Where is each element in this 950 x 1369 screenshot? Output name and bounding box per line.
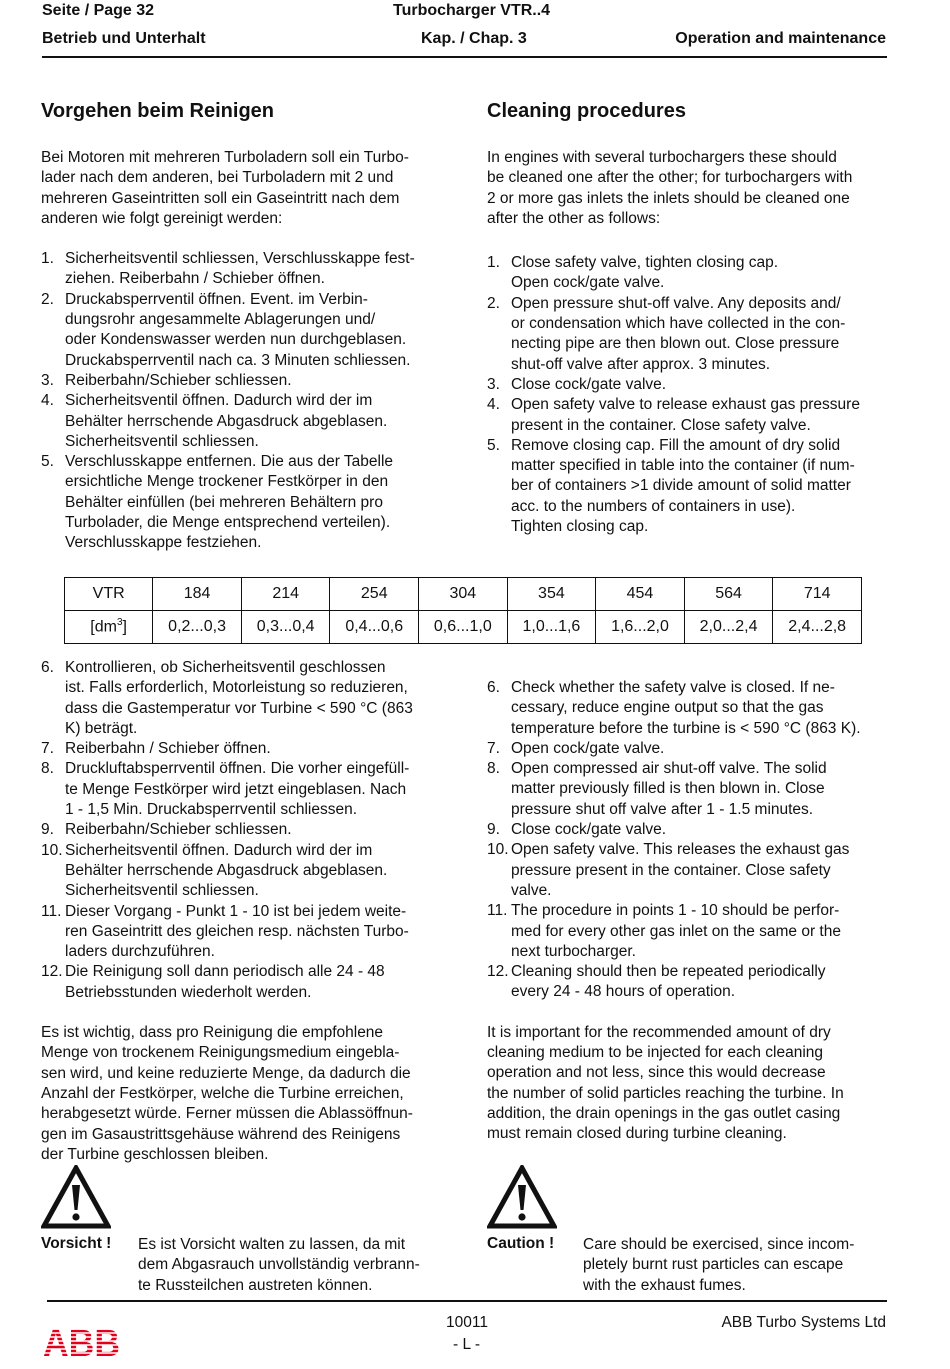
text-line: Open safety valve. This releases the exhaust gas xyxy=(511,841,850,859)
text-line: Turbolader, die Menge entsprechend verteilen). xyxy=(65,514,391,532)
english-bottom-column xyxy=(487,678,884,1145)
text-line: with the exhaust fumes. xyxy=(583,1276,746,1294)
unit-end: ] xyxy=(122,618,127,636)
german-bottom-column xyxy=(41,658,438,1165)
list-item-number: 5. xyxy=(41,453,54,471)
text-line: Reiberbahn/Schieber schliessen. xyxy=(65,371,292,389)
text-line: Reiberbahn/Schieber schliessen. xyxy=(65,821,292,839)
table-cell: 454 xyxy=(596,578,685,611)
text-line: The procedure in points 1 - 10 should be perfor- xyxy=(511,902,840,920)
list-item xyxy=(41,658,438,739)
text-line: Menge von trockenem Reinigungsmedium eingebla- xyxy=(41,1044,400,1062)
text-line: shut-off valve after approx. 3 minutes. xyxy=(511,355,771,373)
list-item-number: 2. xyxy=(41,290,54,308)
text-line: every 24 - 48 hours of operation. xyxy=(511,983,736,1001)
text-line: Sicherheitsventil schliessen. xyxy=(65,882,259,900)
text-line: ersichtliche Menge trockener Festkörper in den xyxy=(65,473,389,491)
title-en: Cleaning procedures xyxy=(487,100,686,122)
list-item-number: 6. xyxy=(487,679,500,696)
text-line: med for every other gas inlet on the same or the xyxy=(511,922,841,940)
english-note xyxy=(487,1023,884,1145)
list-item xyxy=(41,962,438,1003)
list-item xyxy=(487,436,884,537)
text-line: Druckluftabsperrventil öffnen. Die vorher eingefüll- xyxy=(65,760,410,778)
table-cell: 1,0...1,6 xyxy=(507,611,596,644)
table-cell: 714 xyxy=(773,578,862,611)
text-line: Reiberbahn / Schieber öffnen. xyxy=(65,740,271,758)
list-item xyxy=(41,249,438,290)
english-intro xyxy=(487,148,884,229)
text-line: Tighten closing cap. xyxy=(511,518,649,536)
product-title: Turbocharger VTR..4 xyxy=(393,2,551,19)
text-line: operation and not less, since this would decrease xyxy=(487,1064,826,1082)
text-line: cessary, reduce engine output so that the gas xyxy=(511,699,824,717)
list-item-number: 11. xyxy=(487,902,508,920)
cleaning-amount-table xyxy=(64,577,862,644)
text-line: dungsrohr angesammelte Ablagerungen und/ xyxy=(65,311,376,329)
table-cell: 0,2...0,3 xyxy=(153,611,242,644)
text-line: pressure shut off valve after 1 - 1.5 minutes. xyxy=(511,800,814,818)
list-item-number: 7. xyxy=(41,740,54,758)
table-cell: 1,6...2,0 xyxy=(596,611,685,644)
text-line: Kontrollieren, ob Sicherheitsventil geschlossen xyxy=(65,659,386,676)
list-item xyxy=(41,902,438,963)
text-line: Behälter herrschende Abgasdruck abgeblasen. xyxy=(65,861,388,879)
list-item xyxy=(487,901,884,962)
list-item xyxy=(41,759,438,820)
list-item xyxy=(41,841,438,902)
list-item xyxy=(487,820,884,840)
table-cell: VTR xyxy=(65,578,153,611)
text-line: mehreren Gaseintritten soll ein Gaseintritt nach dem xyxy=(41,189,400,207)
text-line: Behälter herrschende Abgasdruck abgeblasen. xyxy=(65,412,388,430)
german-steps-1-5 xyxy=(41,249,438,553)
text-line: Die Reinigung soll dann periodisch alle 24 - 48 xyxy=(65,963,385,981)
chapter-label: Kap. / Chap. 3 xyxy=(421,30,527,47)
text-line: Close safety valve, tighten closing cap. xyxy=(511,254,779,272)
caution-text-en xyxy=(583,1235,888,1296)
table-cell: 0,6...1,0 xyxy=(419,611,508,644)
text-line: matter specified in table into the container (if num- xyxy=(511,457,855,475)
list-item-number: 10. xyxy=(41,841,63,859)
list-item xyxy=(41,452,438,553)
text-line: gen im Gasaustrittsgehäuse während des Reinigens xyxy=(41,1125,401,1143)
abb-logo xyxy=(43,1325,121,1359)
text-line: Open cock/gate valve. xyxy=(511,739,665,757)
list-item-number: 9. xyxy=(41,821,54,839)
german-intro xyxy=(41,148,438,229)
caution-text-de xyxy=(138,1235,443,1296)
warning-triangle-icon xyxy=(487,1165,557,1229)
list-item-number: 2. xyxy=(487,294,500,312)
text-line: Verschlusskappe entfernen. Die aus der Tabelle xyxy=(65,453,394,471)
page-number-label: Seite / Page 32 xyxy=(42,2,155,19)
list-item-number: 4. xyxy=(41,392,54,410)
text-line: Anzahl der Festkörper, welche die Turbine erreichen, xyxy=(41,1084,404,1102)
english-steps-1-5 xyxy=(487,253,884,537)
text-line: Close cock/gate valve. xyxy=(511,821,667,839)
list-item-number: 4. xyxy=(487,396,500,414)
list-item-number: 12. xyxy=(487,963,509,981)
company-name: ABB Turbo Systems Ltd xyxy=(721,1314,886,1331)
text-line: or condensation which have collected in the con- xyxy=(511,315,846,333)
text-line: Cleaning should then be repeated periodically xyxy=(511,963,826,981)
text-line: cleaning medium to be injected for each cleaning xyxy=(487,1044,824,1062)
text-line: be cleaned one after the other; for turbochargers with xyxy=(487,169,853,187)
text-line: anderen wie folgt gereinigt werden: xyxy=(41,209,283,227)
text-line: Care should be exercised, since incom- xyxy=(583,1236,855,1253)
text-line: matter previously filled is then blown in. Close xyxy=(511,780,825,798)
list-item-number: 8. xyxy=(41,760,54,778)
table-row-vtr xyxy=(65,578,862,611)
text-line: Sicherheitsventil öffnen. Dadurch wird der im xyxy=(65,392,373,410)
text-line: 1 - 1,5 Min. Druckabsperrventil schliessen. xyxy=(65,801,358,819)
list-item xyxy=(487,375,884,395)
text-line: Open compressed air shut-off valve. The solid xyxy=(511,760,827,778)
unit-superscript: 3 xyxy=(116,617,123,629)
text-line: the number of solid particles reaching the turbine. In xyxy=(487,1084,844,1102)
text-line: sen wird, und keine reduzierte Menge, da dadurch die xyxy=(41,1064,411,1082)
list-item xyxy=(41,290,438,371)
text-line: Sicherheitsventil schliessen. xyxy=(65,432,259,450)
list-item xyxy=(487,678,884,739)
list-item-number: 10. xyxy=(487,841,509,859)
list-item-number: 8. xyxy=(487,760,500,778)
list-item-number: 11. xyxy=(41,902,62,920)
table-cell: 214 xyxy=(241,578,330,611)
caution-label-en: Caution ! xyxy=(487,1235,555,1252)
text-line: laders durchzuführen. xyxy=(65,943,215,961)
text-line: It is important for the recommended amount of dry xyxy=(487,1023,831,1041)
list-item xyxy=(487,840,884,901)
text-line: pletely burnt rust particles can escape xyxy=(583,1256,844,1274)
table-cell: 2,0...2,4 xyxy=(684,611,773,644)
text-line: dem Abgasrauch unvollständig verbrann- xyxy=(138,1256,420,1274)
english-top-column xyxy=(487,148,884,537)
german-note xyxy=(41,1023,438,1165)
text-line: Es ist wichtig, dass pro Reinigung die empfohlene xyxy=(41,1024,384,1042)
list-item xyxy=(41,739,438,759)
table-cell: 254 xyxy=(330,578,419,611)
text-line: te Menge Festkörper wird jetzt eingeblasen. Nach xyxy=(65,780,407,798)
text-line: Close cock/gate valve. xyxy=(511,375,667,393)
list-item xyxy=(41,820,438,840)
list-item xyxy=(41,391,438,452)
german-steps-6-12 xyxy=(41,658,438,1003)
list-item xyxy=(487,253,884,294)
table-cell: 184 xyxy=(153,578,242,611)
table-row-volume xyxy=(65,611,862,644)
text-line: Open safety valve to release exhaust gas pressure xyxy=(511,396,860,414)
text-line: Open cock/gate valve. xyxy=(511,274,665,292)
section-title-en: Operation and maintenance xyxy=(675,30,886,47)
table-cell: 0,3...0,4 xyxy=(241,611,330,644)
revision-label: - L - xyxy=(453,1336,480,1353)
text-line: dass die Gastemperatur vor Turbine < 590 °C (863 xyxy=(65,699,413,717)
list-item-number: 7. xyxy=(487,739,500,757)
text-line: Verschlusskappe festziehen. xyxy=(65,534,262,552)
text-line: Open pressure shut-off valve. Any deposits and/ xyxy=(511,294,841,312)
list-item-number: 6. xyxy=(41,659,54,676)
text-line: necting pipe are then blown out. Close pressure xyxy=(511,335,840,353)
text-line: oder Kondenswasser werden nun durchgeblasen. xyxy=(65,331,407,349)
text-line: Sicherheitsventil schliessen, Verschlusskappe fest- xyxy=(65,250,415,268)
title-de: Vorgehen beim Reinigen xyxy=(41,100,274,122)
text-line: Behälter einfüllen (bei mehreren Behältern pro xyxy=(65,493,383,511)
german-top-column xyxy=(41,148,438,554)
english-steps-6-12 xyxy=(487,678,884,1003)
table-cell: 564 xyxy=(684,578,773,611)
text-line: Druckabsperrventil öffnen. Event. im Verbin- xyxy=(65,290,368,308)
text-line: valve. xyxy=(511,881,552,899)
list-item xyxy=(487,962,884,1003)
list-item-number: 3. xyxy=(41,371,54,389)
list-item xyxy=(41,371,438,391)
text-line: next turbocharger. xyxy=(511,942,636,960)
header-rule xyxy=(42,56,887,58)
text-line: Dieser Vorgang - Punkt 1 - 10 ist bei jedem weite- xyxy=(65,902,407,920)
text-line: temperature before the turbine is < 590 °C (863 K). xyxy=(511,719,861,737)
document-number: 10011 xyxy=(446,1314,488,1331)
text-line: Remove closing cap. Fill the amount of dry solid xyxy=(511,436,841,454)
text-line: addition, the drain openings in the gas outlet casing xyxy=(487,1104,841,1122)
table-cell-unit xyxy=(65,611,153,644)
text-line: after the other as follows: xyxy=(487,209,661,227)
unit-base: [dm xyxy=(90,618,117,636)
list-item-number: 9. xyxy=(487,821,500,839)
text-line: Es ist Vorsicht walten zu lassen, da mit xyxy=(138,1236,406,1253)
footer-rule xyxy=(47,1300,887,1302)
text-line: Check whether the safety valve is closed. If ne- xyxy=(511,679,835,696)
text-line: present in the container. Close safety valve. xyxy=(511,416,811,434)
text-line: Druckabsperrventil nach ca. 3 Minuten schliessen. xyxy=(65,351,411,369)
text-line: Sicherheitsventil öffnen. Dadurch wird der im xyxy=(65,841,373,859)
text-line: der Turbine geschlossen bleiben. xyxy=(41,1145,269,1163)
text-line: ren Gaseintritt des gleichen resp. nächsten Turbo- xyxy=(65,922,409,940)
table-cell: 354 xyxy=(507,578,596,611)
text-line: lader nach dem anderen, bei Turboladern mit 2 und xyxy=(41,169,394,187)
text-line: acc. to the numbers of containers in use). xyxy=(511,497,796,515)
list-item-number: 1. xyxy=(41,250,54,268)
text-line: Bei Motoren mit mehreren Turboladern soll ein Turbo- xyxy=(41,149,409,166)
list-item-number: 5. xyxy=(487,436,500,454)
table-cell: 304 xyxy=(419,578,508,611)
text-line: 2 or more gas inlets the inlets should be cleaned one xyxy=(487,189,850,207)
caution-label-de: Vorsicht ! xyxy=(41,1235,112,1252)
list-item xyxy=(487,739,884,759)
list-item xyxy=(487,759,884,820)
text-line: ziehen. Reiberbahn / Schieber öffnen. xyxy=(65,270,325,288)
text-line: te Russteilchen austreten können. xyxy=(138,1276,373,1294)
text-line: herabgesetzt würde. Ferner müssen die Ablassöffnun- xyxy=(41,1105,413,1123)
text-line: ist. Falls erforderlich, Motorleistung so reduzieren, xyxy=(65,679,408,697)
list-item-number: 3. xyxy=(487,375,500,393)
list-item xyxy=(487,395,884,436)
text-line: In engines with several turbochargers these should xyxy=(487,149,837,166)
table-cell: 2,4...2,8 xyxy=(773,611,862,644)
section-title-de: Betrieb und Unterhalt xyxy=(42,30,206,47)
list-item-number: 12. xyxy=(41,963,63,981)
table-cell: 0,4...0,6 xyxy=(330,611,419,644)
text-line: K) beträgt. xyxy=(65,719,138,737)
text-line: must remain closed during turbine cleaning. xyxy=(487,1125,787,1143)
text-line: pressure present in the container. Close safety xyxy=(511,861,831,879)
text-line: ber of containers >1 divide amount of solid matter xyxy=(511,477,851,495)
warning-triangle-icon xyxy=(41,1165,111,1229)
text-line: Betriebsstunden wiederholt werden. xyxy=(65,983,312,1001)
list-item xyxy=(487,294,884,375)
list-item-number: 1. xyxy=(487,254,500,272)
